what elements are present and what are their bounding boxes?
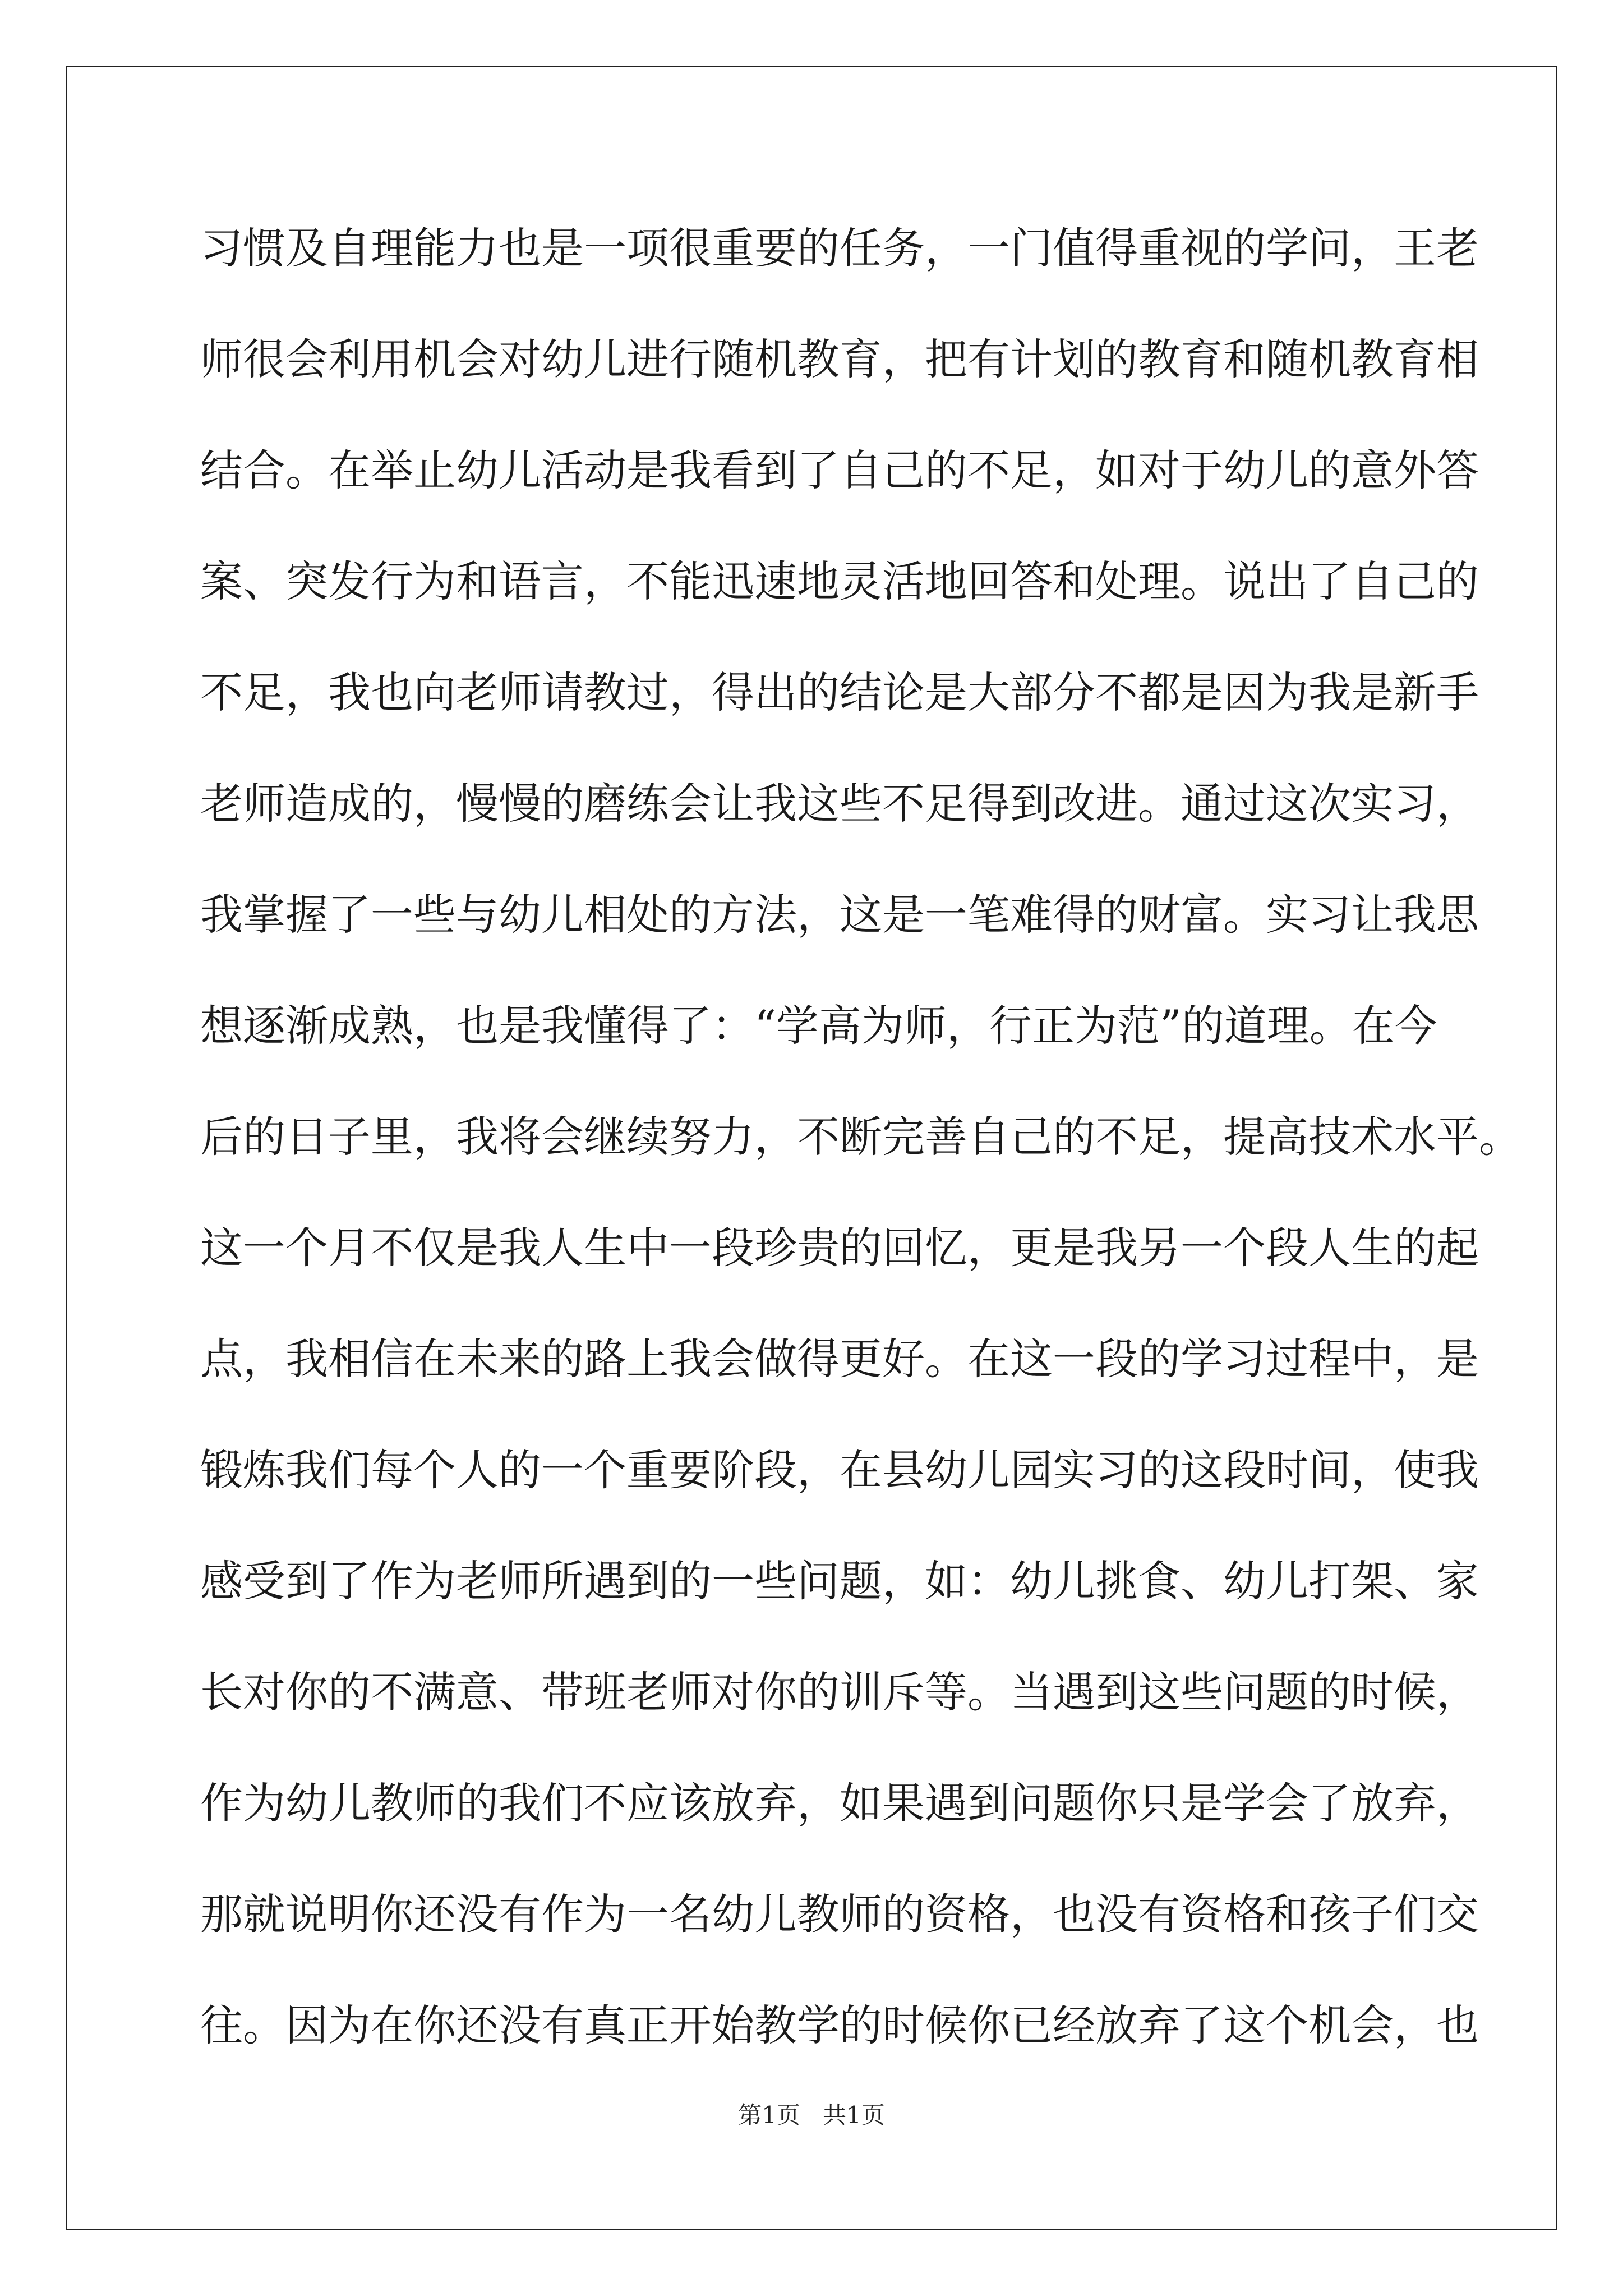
text-line: 锻炼我们每个人的一个重要阶段，在县幼儿园实习的这段时间，使我 (200, 1445, 1479, 1495)
text-line: 后的日子里，我将会继续努力，不断完善自己的不足，提高技术水平。 (200, 1112, 1521, 1162)
text-line: 老师造成的，慢慢的磨练会让我这些不足得到改进。通过这次实习， (200, 779, 1479, 829)
text-line: 点，我相信在未来的路上我会做得更好。在这一段的学习过程中，是 (200, 1334, 1479, 1384)
text-line: 师很会利用机会对幼儿进行随机教育，把有计划的教育和随机教育相 (200, 334, 1479, 384)
text-line: 我掌握了一些与幼儿相处的方法，这是一笔难得的财富。实习让我思 (200, 890, 1479, 940)
text-line: 结合。在举止幼儿活动是我看到了自己的不足，如对于幼儿的意外答 (200, 445, 1479, 495)
text-line: 长对你的不满意、带班老师对你的训斥等。当遇到这些问题的时候， (200, 1667, 1479, 1717)
text-line: 作为幼儿教师的我们不应该放弃，如果遇到问题你只是学会了放弃， (200, 1778, 1479, 1828)
text-line: 感受到了作为老师所遇到的一些问题，如：幼儿挑食、幼儿打架、家 (200, 1556, 1479, 1606)
page-footer: 第1页 共1页 (738, 2101, 885, 2129)
text-line: 不足，我也向老师请教过，得出的结论是大部分不都是因为我是新手 (200, 668, 1479, 717)
text-line: 往。因为在你还没有真正开始教学的时候你已经放弃了这个机会，也 (200, 2000, 1479, 2050)
text-line: 这一个月不仅是我人生中一段珍贵的回忆，更是我另一个段人生的起 (200, 1223, 1479, 1273)
text-line: 那就说明你还没有作为一名幼儿教师的资格，也没有资格和孩子们交 (200, 1889, 1479, 1939)
text-line: 习惯及自理能力也是一项很重要的任务，一门值得重视的学问，王老 (200, 223, 1479, 273)
body-text (200, 212, 1521, 2100)
text-line: 案、突发行为和语言，不能迅速地灵活地回答和处理。说出了自己的 (200, 556, 1479, 606)
text-line: 想逐渐成熟，也是我懂得了：“学高为师，行正为范”的道理。在今 (200, 1001, 1437, 1051)
